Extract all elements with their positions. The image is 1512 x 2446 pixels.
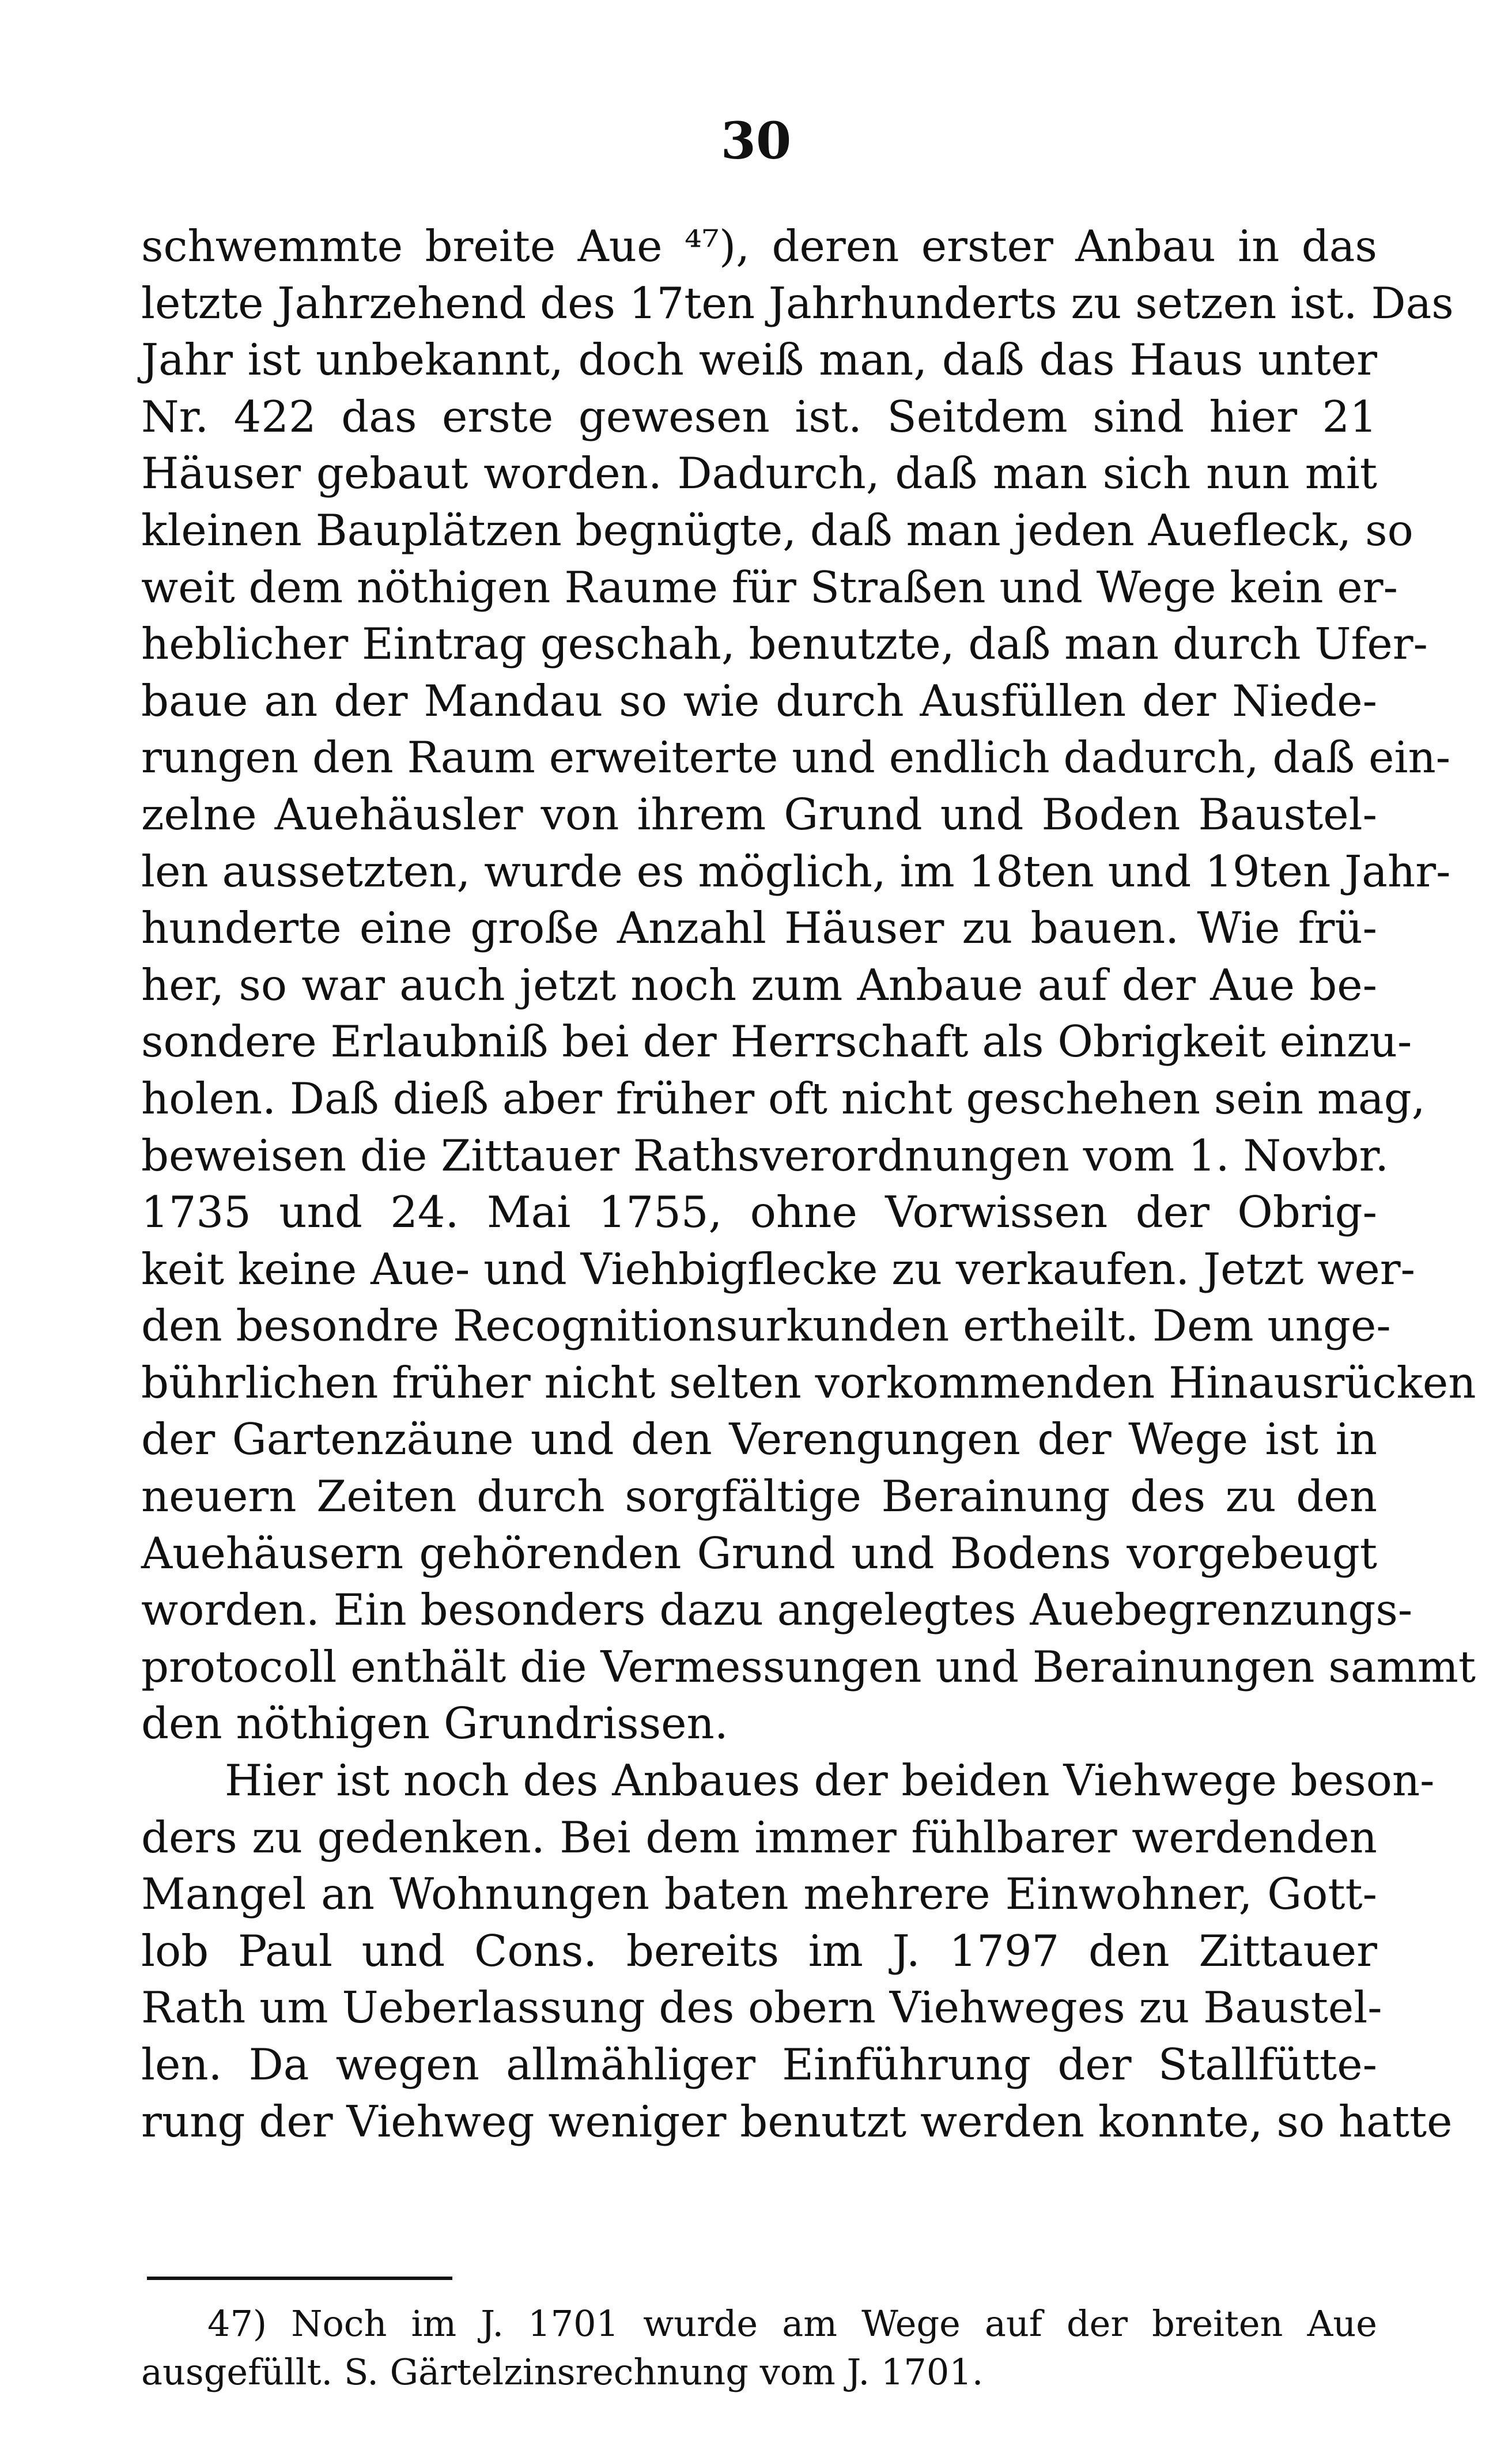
text-line: Nr. 422 das erste gewesen ist. Seitdem sind hier 21 <box>141 391 1377 442</box>
footnote-line: ausgefüllt. S. Gärtelzinsrechnung vom J. 1701. <box>141 2351 984 2393</box>
text-line: Mangel an Wohnungen baten mehrere Einwohner, Gott- <box>141 1869 1377 1920</box>
text-line: ders zu gedenken. Bei dem immer fühlbarer werdenden <box>141 1811 1377 1863</box>
text-line: der Gartenzäune und den Verengungen der Wege ist in <box>141 1414 1377 1465</box>
text-line: her, so war auch jetzt noch zum Anbaue auf der Aue be- <box>141 959 1377 1010</box>
text-line: worden. Ein besonders dazu angelegtes Auebegrenzungs- <box>141 1584 1413 1636</box>
text-line: Rath um Ueberlassung des obern Viehweges zu Baustel- <box>141 1982 1382 2033</box>
text-line: len. Da wegen allmähliger Einführung der Stallfütte- <box>141 2039 1377 2090</box>
text-line: sondere Erlaubniß bei der Herrschaft als Obrigkeit einzu- <box>141 1016 1412 1067</box>
text-line: bührlichen früher nicht selten vorkommenden Hinausrücken <box>141 1357 1476 1408</box>
main-text <box>141 218 1476 2150</box>
text-line: rung der Viehweg weniger benutzt werden konnte, so hatte <box>141 2096 1453 2147</box>
text-line: Hier ist noch des Anbaues der beiden Viehwege beson- <box>225 1755 1435 1806</box>
text-line: keit keine Aue- und Viehbigflecke zu verkaufen. Jetzt wer- <box>141 1243 1415 1294</box>
text-line: baue an der Mandau so wie durch Ausfüllen der Niede- <box>141 675 1377 726</box>
text-line: Häuser gebaut worden. Dadurch, daß man sich nun mit <box>141 448 1377 499</box>
text-line: den nöthigen Grundrissen. <box>141 1698 728 1749</box>
footnote-divider <box>147 2277 452 2280</box>
text-line: heblicher Eintrag geschah, benutzte, daß man durch Ufer- <box>141 618 1428 670</box>
text-line: letzte Jahrzehend des 17ten Jahrhunderts zu setzen ist. Das <box>141 277 1454 329</box>
text-line: holen. Daß dieß aber früher oft nicht geschehen sein mag, <box>141 1073 1426 1124</box>
footnote <box>141 2300 1377 2396</box>
text-line: Jahr ist unbekannt, doch weiß man, daß das Haus unter <box>141 334 1377 386</box>
text-line: lob Paul und Cons. bereits im J. 1797 den Zittauer <box>141 1925 1377 1976</box>
text-line: neuern Zeiten durch sorgfältige Berainung des zu den <box>141 1471 1377 1522</box>
footnote-line: 47) Noch im J. 1701 wurde am Wege auf der breiten Aue <box>207 2302 1377 2345</box>
text-line: protocoll enthält die Vermessungen und Berainungen sammt <box>141 1641 1476 1692</box>
text-line: rungen den Raum erweiterte und endlich dadurch, daß ein- <box>141 732 1451 783</box>
text-line: beweisen die Zittauer Rathsverordnungen vom 1. Novbr. <box>141 1130 1389 1181</box>
text-line: kleinen Bauplätzen begnügte, daß man jeden Auefleck, so <box>141 504 1413 556</box>
text-line: 1735 und 24. Mai 1755, ohne Vorwissen der Obrig- <box>141 1187 1377 1238</box>
text-line: len aussetzten, wurde es möglich, im 18ten und 19ten Jahr- <box>141 845 1451 897</box>
text-line: zelne Auehäusler von ihrem Grund und Boden Baustel- <box>141 788 1377 840</box>
text-line: schwemmte breite Aue ⁴⁷), deren erster Anbau in das <box>141 221 1377 271</box>
text-line: hunderte eine große Anzahl Häuser zu bauen. Wie frü- <box>141 903 1377 954</box>
text-line: den besondre Recognitionsurkunden ertheilt. Dem unge- <box>141 1300 1391 1352</box>
text-line: Auehäusern gehörenden Grund und Bodens vorgebeugt <box>141 1527 1377 1579</box>
text-line: weit dem nöthigen Raume für Straßen und Wege kein er- <box>141 561 1398 613</box>
page-number: 30 <box>720 111 792 171</box>
